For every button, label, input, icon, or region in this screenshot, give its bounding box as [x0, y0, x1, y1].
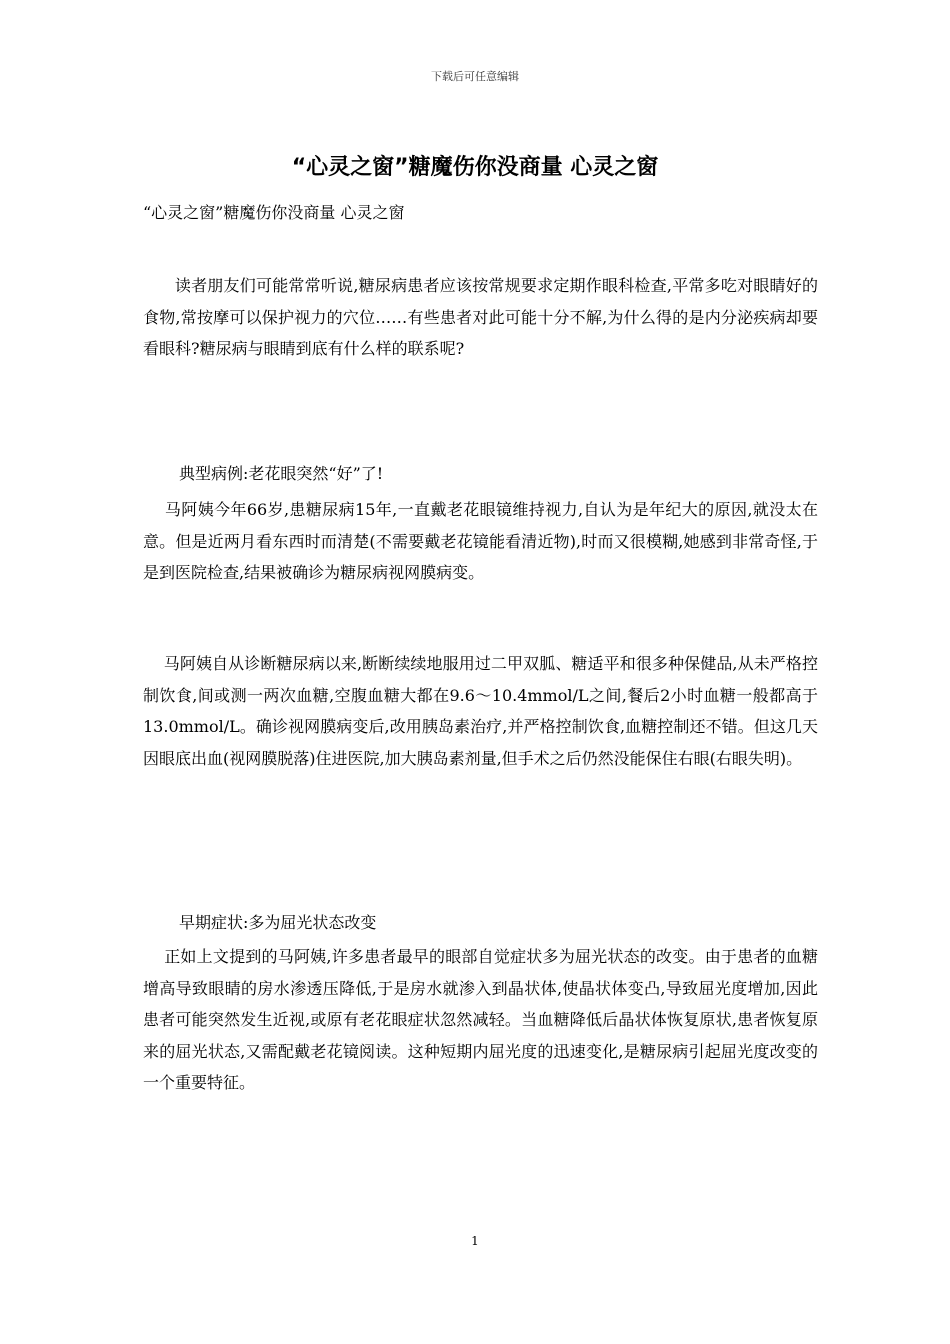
header-note: 下载后可任意编辑 — [431, 70, 519, 83]
page-number: 1 — [471, 1234, 479, 1248]
section-heading-symptoms: 早期症状:多为屈光状态改变 — [179, 913, 377, 932]
document-title: “心灵之窗”糖魔伤你没商量 心灵之窗 — [291, 155, 659, 180]
symptoms-paragraph: 正如上文提到的马阿姨,许多患者最早的眼部自觉症状多为屈光状态的改变。由于患者的血糖增高导致眼睛的房水渗透压降低,于是房水就渗入到晶状体,使晶状体变凸,导致屈光度增加,因此患者可能突然发生近视,或原有老花眼症状忽然减轻。当血糖降低后晶状体恢复原状,患者恢复原来的屈光状态,又需配戴老花镜阅读。这种短期内屈光度的迅速变化,是糖尿病引起屈光度改变的一个重要特征。 — [143, 947, 818, 1092]
case-paragraph-2: 马阿姨自从诊断糖尿病以来,断断续续地服用过二甲双胍、糖适平和很多种保健品,从未严格控制饮食,间或测一两次血糖,空腹血糖大都在9.6～10.4mmol/L之间,餐后2小时血糖一般都高于13.0mmol/L。确诊视网膜病变后,改用胰岛素治疗,并严格控制饮食,血糖控制还不错。但这几天因眼底出血(视网膜脱落)住进医院,加大胰岛素剂量,但手术之后仍然没能保住右眼(右眼失明)。 — [143, 654, 818, 768]
section-heading-case: 典型病例:老花眼突然“好”了! — [179, 464, 384, 483]
case-paragraph-1: 马阿姨今年66岁,患糖尿病15年,一直戴老花眼镜维持视力,自认为是年纪大的原因,就没太在意。但是近两月看东西时而清楚(不需要戴老花镜能看清近物),时而又很模糊,她感到非常奇怪,于是到医院检查,结果被确诊为糖尿病视网膜病变。 — [143, 500, 818, 582]
intro-paragraph: 读者朋友们可能常常听说,糖尿病患者应该按常规要求定期作眼科检查,平常多吃对眼睛好的食物,常按摩可以保护视力的穴位……有些患者对此可能十分不解,为什么得的是内分泌疾病却要看眼科?糖尿病与眼睛到底有什么样的联系呢? — [143, 276, 818, 358]
document-subtitle: “心灵之窗”糖魔伤你没商量 心灵之窗 — [143, 203, 405, 222]
